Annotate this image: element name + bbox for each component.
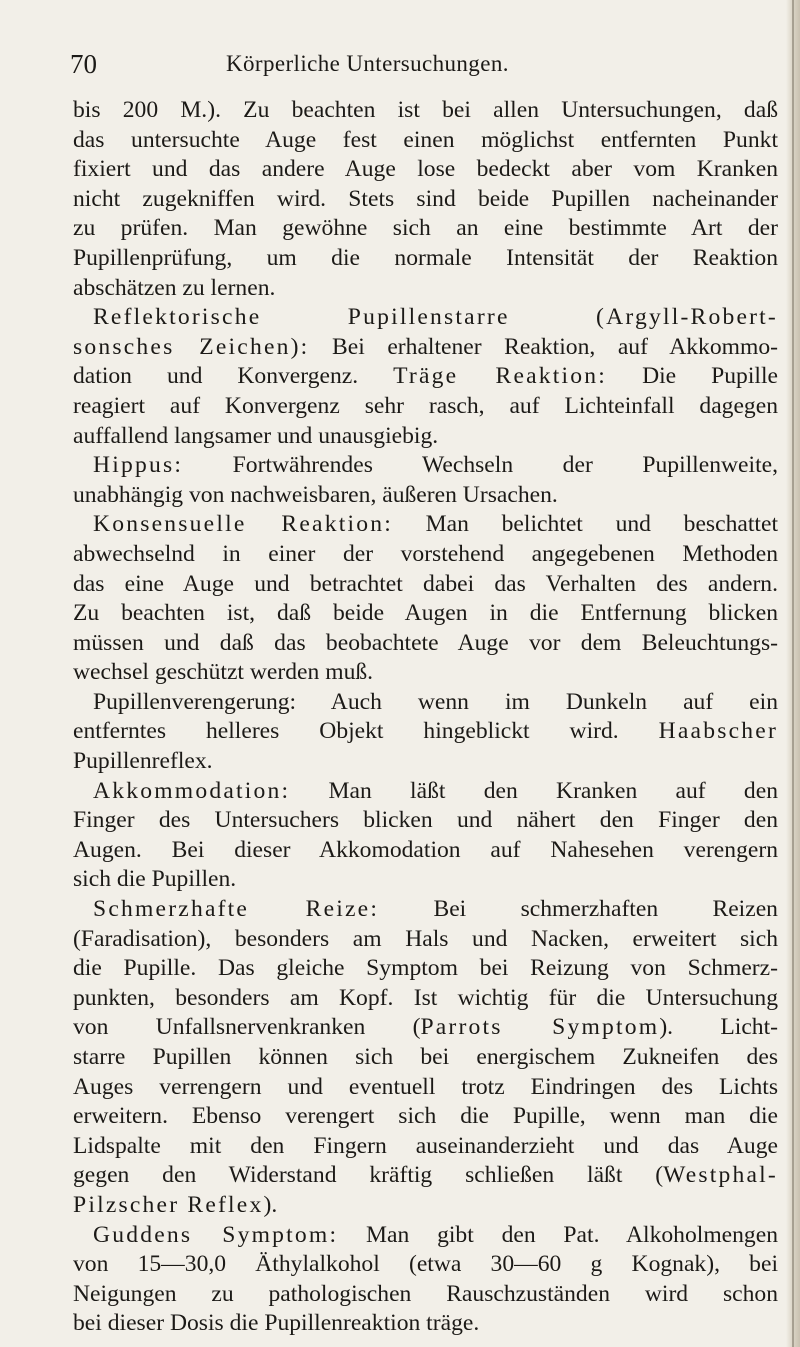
- text-segment: entferntes helleres Objekt hingeblickt wird.: [73, 718, 659, 745]
- body-text: [73, 96, 778, 1339]
- text-line: [73, 214, 778, 244]
- text-segment: Lidspalte mit den Fingern auseinanderzieht und das Auge: [73, 1132, 778, 1159]
- spaced-term: sonsches Zeichen):: [73, 333, 310, 360]
- text-line: [73, 777, 778, 807]
- text-segment: Man gibt den Pat. Alkoholmengen: [338, 1221, 778, 1248]
- text-segment: Man läßt den Kranken auf den: [290, 777, 778, 804]
- text-segment: abschätzen zu lernen.: [73, 274, 276, 301]
- text-segment: erweitern. Ebenso verengert sich die Pupille, wenn man die: [73, 1103, 778, 1130]
- text-segment: gegen den Widerstand kräftig schließen läßt (: [73, 1162, 664, 1189]
- text-segment: Pupillenverengerung: Auch wenn im Dunkeln auf ein: [93, 688, 778, 715]
- text-line: [73, 1221, 778, 1251]
- text-segment: von 15—30,0 Äthylalkohol (etwa 30—60 g Kognak), bei: [73, 1251, 778, 1278]
- text-line: [73, 1309, 778, 1339]
- text-segment: (Faradisation), besonders am Hals und Nacken, erweitert sich: [73, 925, 778, 952]
- text-segment: ).: [263, 1191, 278, 1218]
- spaced-term: Akkommodation:: [93, 777, 291, 804]
- text-line: [73, 747, 778, 777]
- text-line: [73, 1013, 778, 1043]
- spaced-term: Schmerzhafte Reize:: [93, 896, 380, 923]
- text-segment: die Pupille. Das gleiche Symptom bei Reizung von Schmerz-: [73, 955, 778, 982]
- running-head: Körperliche Untersuchungen.: [226, 51, 509, 76]
- text-line: [73, 274, 778, 304]
- text-line: [73, 1191, 778, 1221]
- text-segment: abwechselnd in einer der vorstehend angegebenen Methoden: [73, 540, 778, 567]
- text-segment: starre Pupillen können sich bei energischem Zukneifen des: [73, 1044, 778, 1070]
- text-line: [73, 333, 778, 363]
- text-line: [73, 392, 778, 422]
- text-line: [73, 865, 778, 895]
- text-segment: Bei schmerzhaften Reizen: [379, 896, 778, 923]
- text-line: [73, 925, 778, 955]
- text-segment: Finger des Untersuchers blicken und nähert den Finger den: [73, 807, 778, 834]
- text-line: [73, 1280, 778, 1310]
- text-line: [73, 570, 778, 600]
- text-line: [73, 954, 778, 984]
- text-line: [73, 303, 778, 333]
- text-segment: Fortwährendes Wechseln der Pupillenweite,: [183, 452, 778, 479]
- text-line: [73, 1132, 778, 1162]
- text-line: [73, 1250, 778, 1280]
- text-segment: zu prüfen. Man gewöhne sich an eine bestimmte Art der: [73, 215, 778, 242]
- text-line: [73, 510, 778, 540]
- text-line: [73, 244, 778, 274]
- text-line: [73, 96, 778, 126]
- text-line: [73, 1043, 778, 1073]
- text-line: [73, 806, 778, 836]
- text-segment: Man belichtet und beschattet: [392, 511, 778, 538]
- text-segment: wechsel geschützt werden muß.: [73, 659, 374, 686]
- text-segment: Neigungen zu pathologischen Rauschzuständen wird schon: [73, 1280, 778, 1307]
- text-segment: auffallend langsamer und unausgiebig.: [73, 422, 439, 449]
- spaced-term: Konsensuelle Reaktion:: [93, 511, 393, 538]
- text-line: [73, 629, 778, 659]
- text-line: [73, 717, 778, 747]
- text-line: [73, 451, 778, 481]
- text-segment: müssen und daß das beobachtete Auge vor dem Beleuchtungs-: [73, 629, 778, 656]
- spaced-term: Pilzscher Reflex: [73, 1191, 264, 1218]
- text-line: [73, 1102, 778, 1132]
- text-line: [73, 1161, 778, 1191]
- spaced-term: Hippus:: [93, 452, 184, 479]
- text-line: [73, 422, 778, 452]
- text-segment: sich die Pupillen.: [73, 866, 237, 893]
- text-segment: Zu beachten ist, daß beide Augen in die Entfernung blicken: [73, 600, 778, 627]
- text-segment: bei dieser Dosis die Pupillenreaktion träge.: [73, 1310, 480, 1337]
- text-segment: das eine Auge und betrachtet dabei das Verhalten des andern.: [73, 570, 778, 597]
- text-line: [73, 540, 778, 570]
- spaced-term: Guddens Symptom:: [93, 1221, 339, 1248]
- text-segment: nicht zugekniffen wird. Stets sind beide Pupillen nacheinander: [73, 185, 778, 212]
- text-line: [73, 155, 778, 185]
- spaced-term: Parrots Symptom: [420, 1014, 660, 1041]
- text-segment: Pupillenprüfung, um die normale Intensität der Reaktion: [73, 244, 778, 271]
- text-segment: reagiert auf Konvergenz sehr rasch, auf Lichteinfall dagegen: [73, 392, 778, 419]
- text-line: [73, 481, 778, 511]
- text-segment: bis 200 M.). Zu beachten ist bei allen Untersuchungen, daß: [73, 97, 778, 123]
- text-line: [73, 362, 778, 392]
- text-line: [73, 126, 778, 156]
- text-segment: unabhängig von nachweisbaren, äußeren Ursachen.: [73, 481, 558, 508]
- page-edge-line: [792, 0, 794, 1347]
- text-line: [73, 599, 778, 629]
- text-line: [73, 185, 778, 215]
- text-line: [73, 658, 778, 688]
- text-segment: punkten, besonders am Kopf. Ist wichtig für die Untersuchung: [73, 984, 778, 1011]
- text-segment: Auges verrengern und eventuell trotz Eindringen des Lichts: [73, 1073, 778, 1100]
- text-line: [73, 688, 778, 718]
- spaced-term: Reflektorische Pupillenstarre (Argyll-Robert-: [93, 304, 778, 331]
- text-segment: von Unfallsnervenkranken (: [73, 1014, 421, 1041]
- text-line: [73, 984, 778, 1014]
- text-segment: das untersuchte Auge fest einen möglichst entfernten Punkt: [73, 126, 778, 153]
- text-segment: Bei erhaltener Reaktion, auf Akkommo-: [309, 333, 778, 360]
- text-line: [73, 1073, 778, 1103]
- page-header: [70, 46, 760, 82]
- text-line: [73, 895, 778, 925]
- spaced-term: Haabscher: [658, 718, 778, 745]
- text-line: [73, 836, 778, 866]
- spaced-term: Westphal-: [663, 1162, 778, 1189]
- text-segment: Die Pupille: [607, 363, 778, 390]
- text-segment: Pupillenreflex.: [73, 748, 213, 775]
- page-edge-shadow: [786, 0, 800, 1347]
- text-segment: dation und Konvergenz.: [73, 363, 394, 390]
- page-number: 70: [70, 49, 97, 79]
- text-segment: Augen. Bei dieser Akkomodation auf Nahesehen verengern: [73, 836, 778, 863]
- spaced-term: Träge Reaktion:: [393, 363, 608, 390]
- text-segment: fixiert und das andere Auge lose bedeckt aber vom Kranken: [73, 156, 778, 183]
- text-segment: ). Licht-: [659, 1014, 778, 1041]
